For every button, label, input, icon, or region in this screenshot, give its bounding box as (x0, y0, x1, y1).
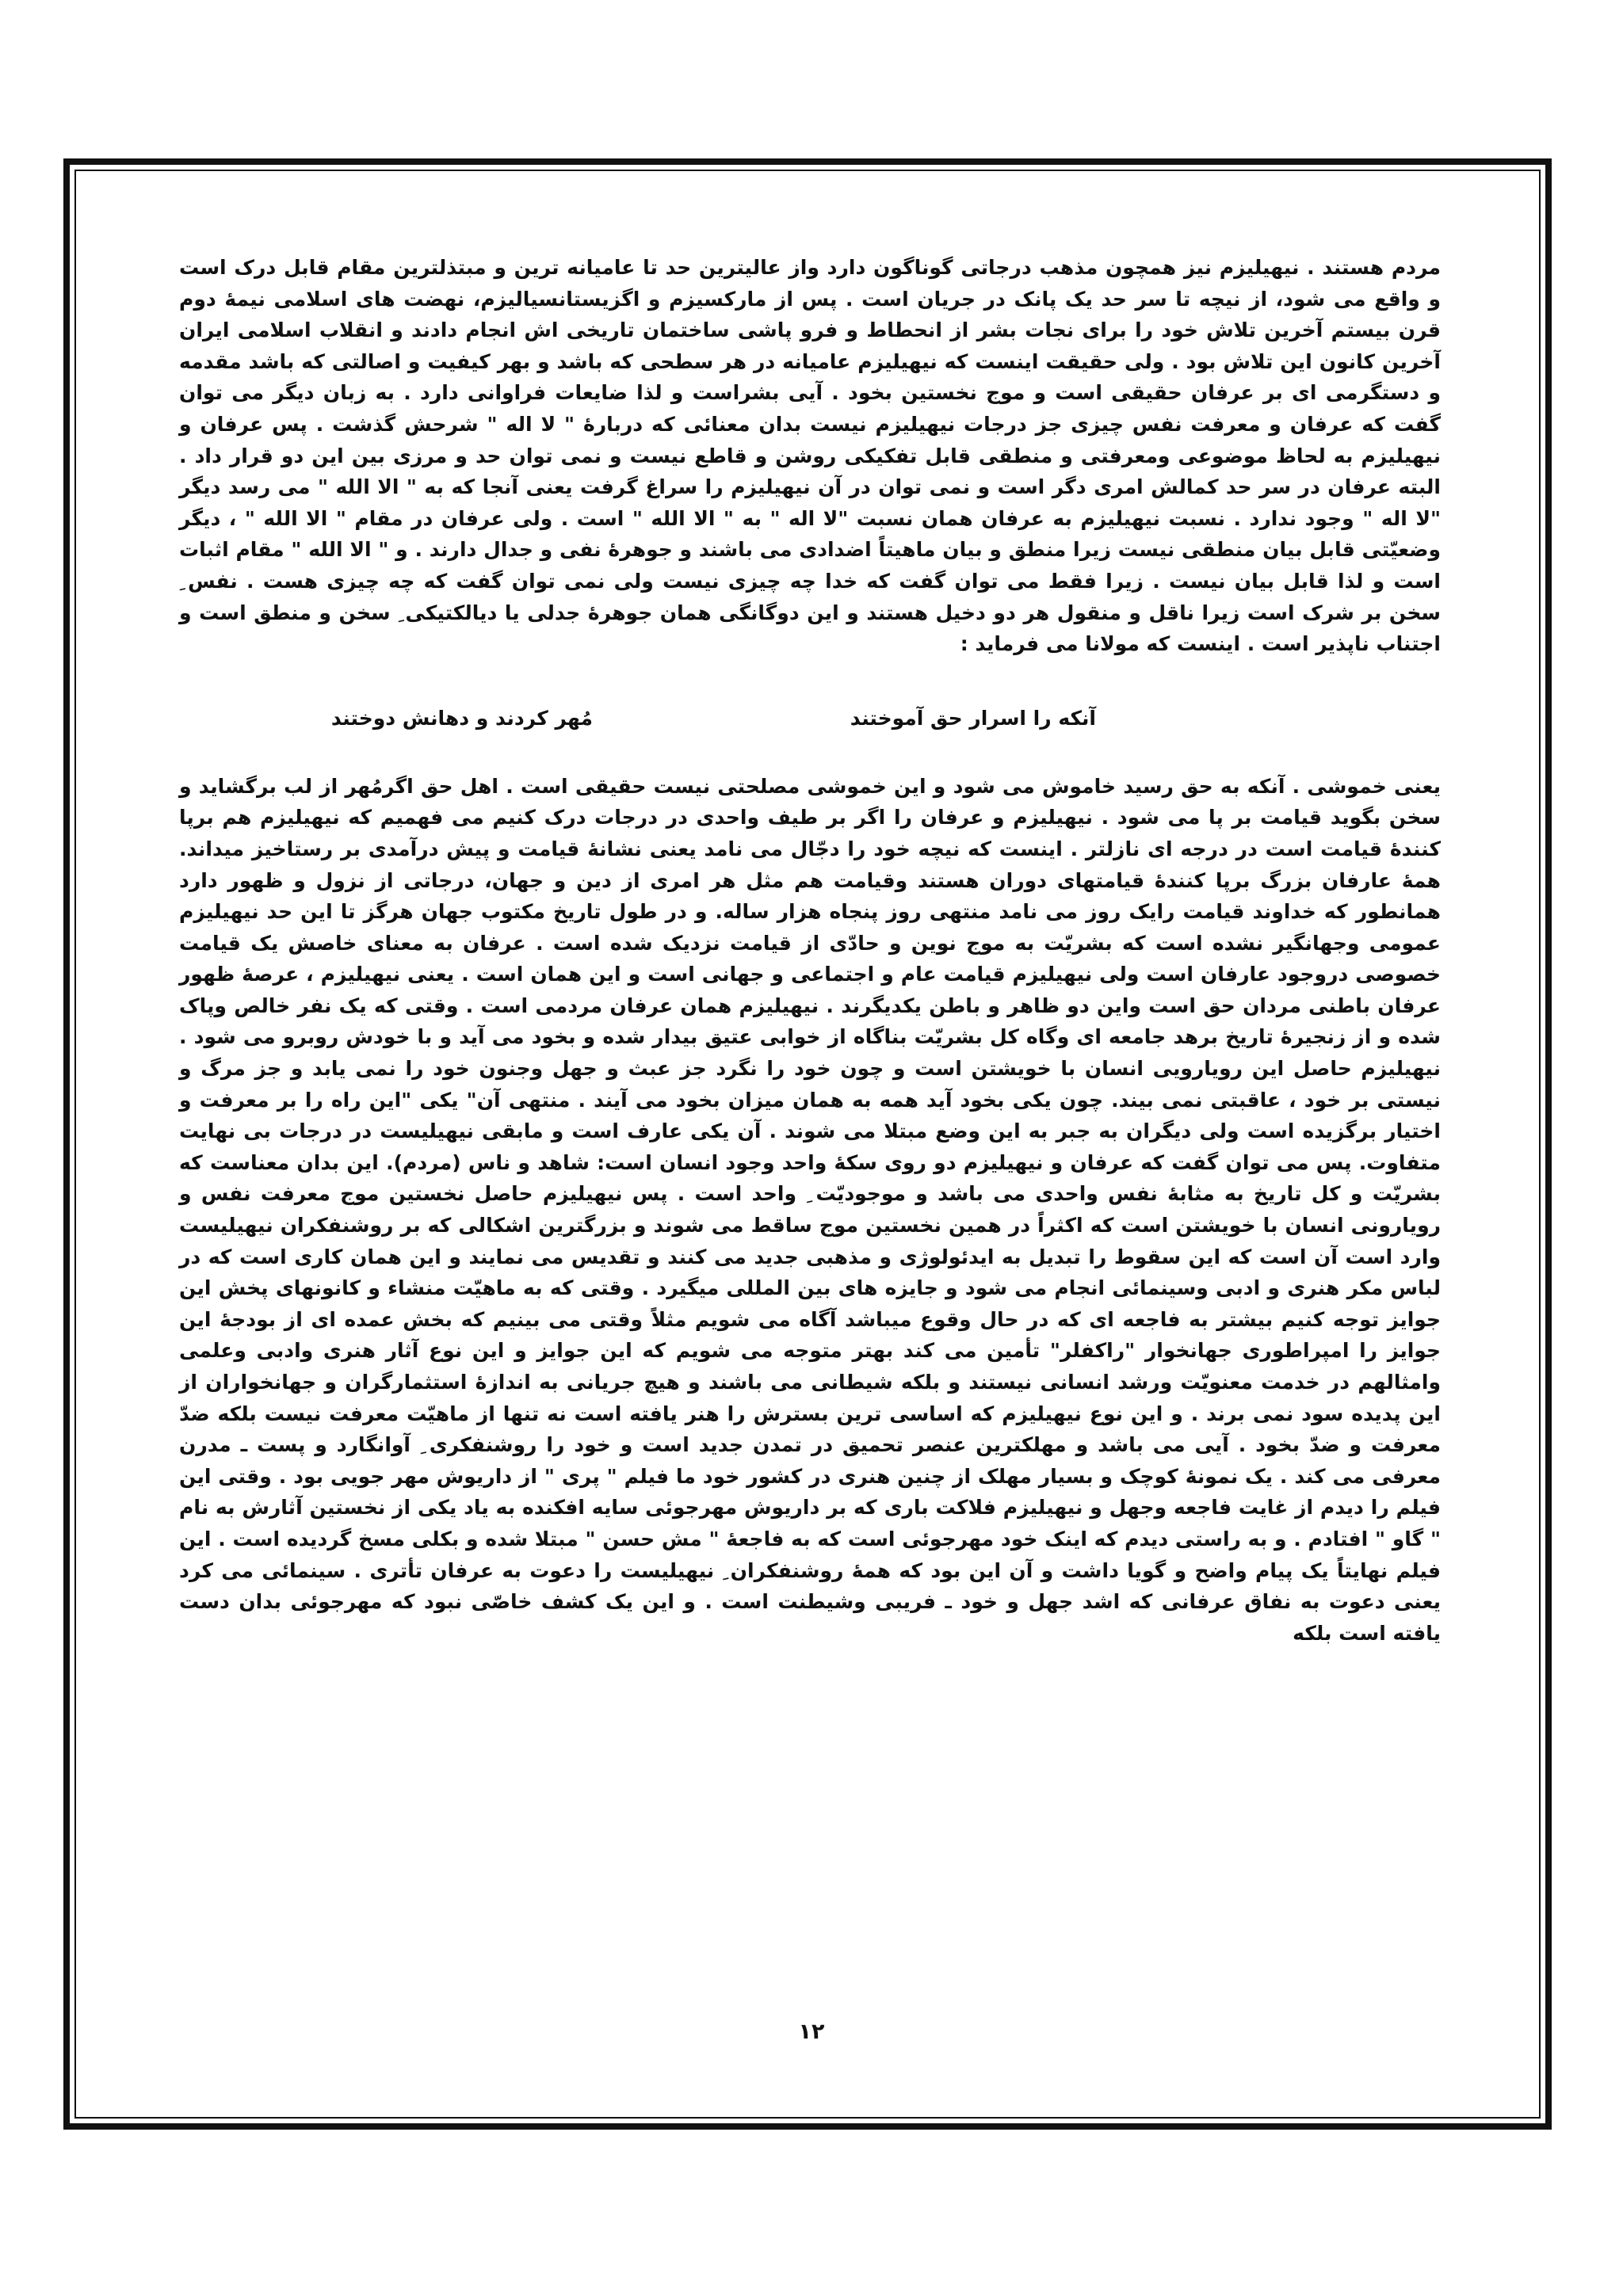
paragraph-1: مردم هستند . نیهیلیزم نیز همچون مذهب درجاتی گوناگون دارد واز عالیترین حد تا عامیانه ترین و مبتذلترین مقام قابل درک است و واقع می شود، از نیچه تا سر حد یک پانک در جریان است . پس از مارکسیزم و اگزیستانسیالیزم، نهضت های اسلامی نیمهٔ دوم قرن بیستم آخرین تلاش خود را برای نجات بشر از انحطاط و فرو پاشی ساختمان تاریخی اش انجام دادند و انقلاب اسلامی ایران آخرین کانون این تلاش بود . ولی حقیقت اینست که نیهیلیزم عامیانه در هر سطحی که باشد و بهر کیفیت و اصالتی که باشد مقدمه و دستگرمی ای بر عرفان حقیقی است و موج نخستین بخود . آیی بشراست و لذا ضایعات فراوانی دارد . به زبان دیگر می توان گفت که عرفان و معرفت نفس چیزی جز درجات نیهیلیزم نیست بدان معنائی که دربارهٔ " لا اله " شرحش گذشت . پس عرفان و نیهیلیزم به لحاظ موضوعی ومعرفتی و منطقی قابل تفکیکی روشن و قاطع نیست و نمی توان حد و مرزی بین این دو قرار داد . البته عرفان در سر حد کمالش امری دگر است و نمی توان در آن نیهیلیزم را سراغ گرفت یعنی آنجا که به " الا الله " می رسد دیگر "لا اله " وجود ندارد . نسبت نیهیلیزم به عرفان همان نسبت "لا اله " به " الا الله " است . ولی عرفان در مقام " الا الله " ، دیگر وضعیّتی قابل بیان منطقی نیست زیرا منطق و بیان ماهیتاً اضدادی می باشند و جوهرهٔ نفی و جدال دارند . و " الا الله " مقام اثبات است و لذا قابل بیان نیست . زیرا فقط می توان گفت که خدا چه چیزی نیست ولی نمی توان گفت که چه چیزی هست . نفس ِ سخن بر شرک است زیرا ناقل و منقول هر دو دخیل هستند و این دوگانگی همان جوهرهٔ جدلی یا دیالکتیکی ِ سخن و منطق است و اجتناب ناپذیر است . اینست که مولانا می فرماید : (179, 256, 1441, 656)
verse-first-hemistich: آنکه را اسرار حق آموختند (850, 706, 1096, 730)
page-number: ۱۲ (798, 2019, 825, 2044)
poem-verse (179, 660, 1441, 771)
paragraph-2: یعنی خموشی . آنکه به حق رسید خاموش می شود و این خموشی مصلحتی نیست حقیقی است . اهل حق اگرمُهر از لب برگشاید و سخن بگوید قیامت بر پا می شود . نیهیلیزم و عرفان را اگر بر طیف واحدی در درجات درک کنیم می فهمیم که نیهیلیزم هم برپا کنندهٔ قیامت است در درجه ای نازلتر . اینست که نیچه خود را دجّال می نامد یعنی نشانهٔ قیامت و پیش درآمدی بر رستاخیز میداند. همهٔ عارفان بزرگ برپا کنندهٔ قیامتهای دوران هستند وقیامت هم مثل هر امری از دین و جهان، درجاتی از نزول و ظهور دارد همانطور که خداوند قیامت رایک روز می نامد منتهی روز پنجاه هزار ساله. و در طول تاریخ مکتوب جهان هرگز تا این حد نیهیلیزم عمومی وجهانگیر نشده است که بشریّت به موج نوین و حادّی از قیامت نزدیک شده است . عرفان به معنای خاصش یک قیامت خصوصی دروجود عارفان است ولی نیهیلیزم قیامت عام و اجتماعی و جهانی است و این همان است . یعنی نیهیلیزم ، عرصهٔ ظهور عرفان باطنی مردان حق است واین دو ظاهر و باطن یکدیگرند . نیهیلیزم همان عرفان مردمی است . وقتی که یک نفر خالص وپاک شده و از زنجیرهٔ تاریخ برهد جامعه ای وگاه کل بشریّت بناگاه از خوابی عتیق بیدار شده و بخود می آید و با خودش روبرو می شود . نیهیلیزم حاصل این رویارویی انسان با خویشتن است و چون خود را نگرد جز عبث و جهل وجنون خود را نمی یابد و جز مرگ و نیستی بر خود ، عاقبتی نمی بیند. چون یکی بخود آید همه به همان میزان بخود می آیند . منتهی آن" یکی "این راه را بر معرفت و اختیار برگزیده است ولی دیگران به جبر به این وضع مبتلا می شوند . آن یکی عارف است و مابقی نیهیلیست در درجات بی نهایت متفاوت. پس می توان گفت که عرفان و نیهیلیزم دو روی سکهٔ واحد وجود انسان است: شاهد و ناس (مردم). این بدان معناست که بشریّت و کل تاریخ به مثابهٔ نفس واحدی می باشد و موجودیّت ِ واحد است . پس نیهیلیزم حاصل نخستین موج معرفت نفس و رویارونی انسان با خویشتن است که اکثراً در همین نخستین موج ساقط می شوند و بزرگترین اشکالی که بر روشنفکران نیهیلیست وارد است آن است که این سقوط را تبدیل به ایدئولوژی و مذهبی جدید می کنند و تقدیس می نمایند و این همان کاری است که در لباس مکر هنری و ادبی وسینمائی انجام می شود و جایزه های بین المللی میگیرد . وقتی که به ماهیّت منشاء و کانونهای پخش این جوایز توجه کنیم بیشتر به فاجعه ای که در حال وقوع میباشد آگاه می شویم مثلاً وقتی می بینیم که بخش عمده ای از بودجهٔ این جوایز را امپراطوری جهانخوار "راکفلر" تأمین می کند بهتر متوجه می شویم که این جوایز و این نوع آثار هنری وادبی وعلمی وامثالهم در خدمت معنویّت ورشد انسانی نیستند و بلکه شیطانی می باشند و هیچ جریانی به اندازهٔ استثمارگران و جهانخواران از این پدیده سود نمی برند . و این نوع نیهیلیزم که اساسی ترین بسترش را هنر یافته است نه تنها از ماهیّت معرفت نیست بلکه ضدّ معرفت و ضدّ بخود . آیی می باشد و مهلکترین عنصر تحمیق در تمدن جدید است و خود را روشنفکری ِ آوانگارد و پست ـ مدرن معرفی می کند . یک نمونهٔ کوچک و بسیار مهلک از چنین هنری در کشور خود ما فیلم " پری " از داریوش مهر جویی بود . وقتی این فیلم را دیدم از غایت فاجعه وجهل و نیهیلیزم فلاکت باری که بر داریوش مهرجوئی سایه افکنده به یاد یکی از نخستین آثارش به نام " گاو " افتادم . و به راستی دیدم که اینک خود مهرجوئی است که به فاجعهٔ " مش حسن " مبتلا شده و بکلی مسخ گردیده است . این فیلم نهایتاً یک پیام واضح و گویا داشت و آن این بود که همهٔ روشنفکران ِ نیهیلیست را دعوت به عرفان تأتری . سینمائی می کرد یعنی دعوت به نفاق عرفانی که اشد جهل و خود ـ فریبی وشیطنت است . و این یک کشف خاصّی نبود که مهرجوئی بدان دست یافته است بلکه (179, 774, 1441, 1645)
page-content (179, 252, 1441, 1649)
verse-second-hemistich: مُهر کردند و دهانش دوختند (330, 706, 593, 730)
